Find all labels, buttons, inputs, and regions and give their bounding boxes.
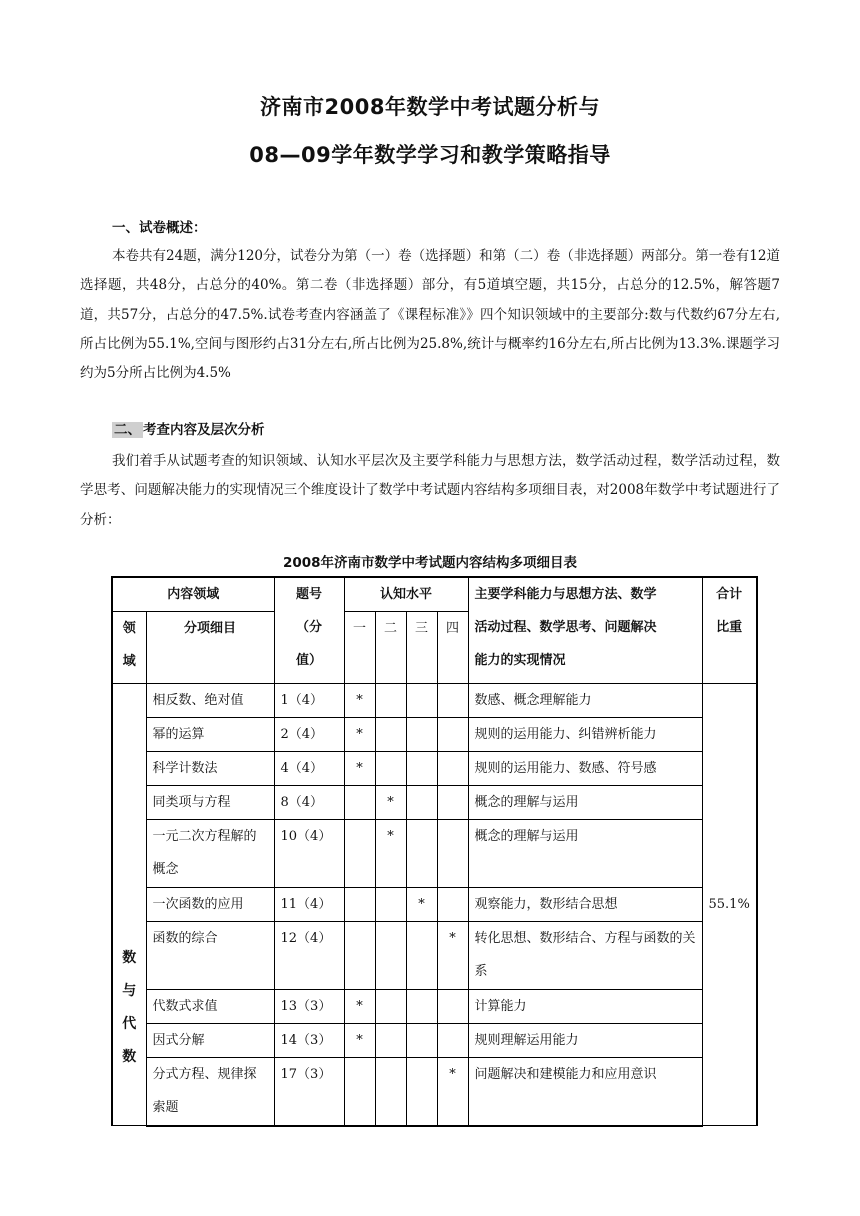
- section2-heading-mark: 二、: [114, 422, 141, 438]
- level3-mark: [406, 684, 437, 718]
- question-no: 12（4）: [274, 922, 344, 990]
- document-title-line1: 济南市2008年数学中考试题分析与: [260, 95, 600, 119]
- level3-mark: [406, 922, 437, 990]
- level3-mark: [406, 1024, 437, 1058]
- domain-char: 数: [122, 1049, 137, 1065]
- header-ability-line1: 主要学科能力与思想方法、数学: [474, 587, 657, 602]
- level2-mark: [375, 718, 406, 752]
- header-domain: [112, 612, 146, 684]
- level1-mark: *: [344, 990, 375, 1024]
- header-level2: 二: [375, 612, 406, 684]
- level1-mark: [344, 786, 375, 820]
- table-row: [112, 1024, 757, 1058]
- header-level3: 三: [406, 612, 437, 684]
- ability: 计算能力: [468, 990, 702, 1024]
- level4-mark: [437, 752, 468, 786]
- table-row: [112, 820, 757, 888]
- ability: 观察能力，数形结合思想: [468, 888, 702, 922]
- level4-mark: *: [437, 1058, 468, 1126]
- level1-mark: *: [344, 684, 375, 718]
- level2-mark: [375, 1058, 406, 1126]
- question-no: 11（4）: [274, 888, 344, 922]
- question-no: 1（4）: [274, 684, 344, 718]
- table-row: [112, 888, 757, 922]
- level2-mark: [375, 990, 406, 1024]
- question-no: 2（4）: [274, 718, 344, 752]
- section2-heading: [112, 418, 265, 438]
- header-level4: 四: [437, 612, 468, 684]
- level3-mark: [406, 1058, 437, 1126]
- ability: 规则理解运用能力: [468, 1024, 702, 1058]
- question-no: 17（3）: [274, 1058, 344, 1126]
- question-no: 4（4）: [274, 752, 344, 786]
- domain-char: 与: [122, 983, 137, 999]
- ability: 数感、概念理解能力: [468, 684, 702, 718]
- level3-mark: [406, 820, 437, 888]
- weight: 55.1%: [702, 684, 757, 1126]
- section1-heading: 一、试卷概述：: [112, 220, 207, 236]
- table-row: [112, 786, 757, 820]
- level1-mark: [344, 922, 375, 990]
- sub-item: 代数式求值: [146, 990, 274, 1024]
- level2-mark: [375, 888, 406, 922]
- level2-mark: [375, 922, 406, 990]
- level4-mark: [437, 786, 468, 820]
- sub-item: 分式方程、规律探索题: [146, 1058, 274, 1126]
- table-row: [112, 990, 757, 1024]
- header-ability: [468, 577, 702, 684]
- question-no: 10（4）: [274, 820, 344, 888]
- level3-mark: [406, 718, 437, 752]
- table-row: [112, 684, 757, 718]
- level3-mark: [406, 786, 437, 820]
- header-ability-line3: 能力的实现情况: [474, 653, 566, 668]
- ability: 规则的运用能力、纠错辨析能力: [468, 718, 702, 752]
- sub-item: 科学计数法: [146, 752, 274, 786]
- level3-mark: *: [406, 888, 437, 922]
- content-structure-table: [111, 576, 758, 1127]
- level2-mark: *: [375, 820, 406, 888]
- level2-mark: *: [375, 786, 406, 820]
- level1-mark: [344, 820, 375, 888]
- level4-mark: [437, 990, 468, 1024]
- sub-item: 同类项与方程: [146, 786, 274, 820]
- level4-mark: *: [437, 922, 468, 990]
- header-total: [702, 577, 757, 684]
- level1-mark: [344, 888, 375, 922]
- domain-char: 代: [122, 1016, 137, 1032]
- document-title-line2: 08—09学年数学学习和教学策略指导: [249, 143, 611, 167]
- level3-mark: [406, 990, 437, 1024]
- header-level1: 一: [344, 612, 375, 684]
- sub-item: 因式分解: [146, 1024, 274, 1058]
- header-total-line2: 比重: [716, 620, 743, 635]
- table-row: [112, 752, 757, 786]
- sub-item: 函数的综合: [146, 922, 274, 990]
- header-content-domain: 内容领域: [112, 577, 274, 612]
- level2-mark: [375, 752, 406, 786]
- header-question-no: [274, 577, 344, 684]
- level1-mark: [344, 1058, 375, 1126]
- table-row: [112, 718, 757, 752]
- header-domain-line1: 领: [122, 621, 136, 636]
- domain-char: 数: [122, 950, 137, 966]
- header-cognitive-level: 认知水平: [344, 577, 468, 612]
- level4-mark: [437, 888, 468, 922]
- header-total-line1: 合计: [716, 587, 743, 602]
- level4-mark: [437, 1024, 468, 1058]
- question-no: 14（3）: [274, 1024, 344, 1058]
- sub-item: 相反数、绝对值: [146, 684, 274, 718]
- question-no: 13（3）: [274, 990, 344, 1024]
- sub-item: 一元二次方程解的概念: [146, 820, 274, 888]
- header-question-no-line1: 题号: [295, 587, 322, 602]
- header-domain-line2: 域: [122, 654, 136, 669]
- domain-number-algebra: [112, 684, 146, 1126]
- table-caption: 2008年济南市数学中考试题内容结构多项细目表: [282, 555, 578, 571]
- ability: 概念的理解与运用: [468, 820, 702, 888]
- level4-mark: [437, 684, 468, 718]
- ability: 规则的运用能力、数感、符号感: [468, 752, 702, 786]
- level2-mark: [375, 684, 406, 718]
- level1-mark: *: [344, 752, 375, 786]
- section2-heading-text: 考查内容及层次分析: [143, 422, 265, 438]
- level1-mark: *: [344, 718, 375, 752]
- level4-mark: [437, 718, 468, 752]
- table-row: [112, 1058, 757, 1126]
- level4-mark: [437, 820, 468, 888]
- header-question-no-line3: 值）: [295, 653, 322, 668]
- sub-item: 幂的运算: [146, 718, 274, 752]
- section2-paragraph: 我们着手从试题考查的知识领域、认知水平层次及主要学科能力与思想方法，数学活动过程，数学活动过程，数学思考、问题解决能力的实现情况三个维度设计了数学中考试题内容结构多项细目表，对2008年数学中考试题进行了分析：: [80, 453, 780, 528]
- ability: 概念的理解与运用: [468, 786, 702, 820]
- level3-mark: [406, 752, 437, 786]
- level2-mark: [375, 1024, 406, 1058]
- header-question-no-line2: （分: [295, 620, 322, 635]
- sub-item: 一次函数的应用: [146, 888, 274, 922]
- ability: 转化思想、数形结合、方程与函数的关系: [468, 922, 702, 990]
- ability: 问题解决和建模能力和应用意识: [468, 1058, 702, 1126]
- header-ability-line2: 活动过程、数学思考、问题解决: [474, 620, 657, 635]
- table-row: [112, 922, 757, 990]
- question-no: 8（4）: [274, 786, 344, 820]
- header-sub-item: 分项细目: [146, 612, 274, 684]
- level1-mark: *: [344, 1024, 375, 1058]
- section1-paragraph: 本卷共有24题，满分120分，试卷分为第（一）卷（选择题）和第（二）卷（非选择题）两部分。第一卷有12道选择题，共48分，占总分的40%。第二卷（非选择题）部分，有5道填空题，共15分，占总分的12.5%，解答题7道，共57分，占总分的47.5%.试卷考查内容涵盖了《课程标准》》四个知识领域中的主要部分:数与代数约67分左右,所占比例为55.1%,空间与图形约占31分左右,所占比例为25.8%,统计与概率约16分左右,所占比例为13.3%.课题学习约为5分所占比例为4.5%: [80, 248, 780, 382]
